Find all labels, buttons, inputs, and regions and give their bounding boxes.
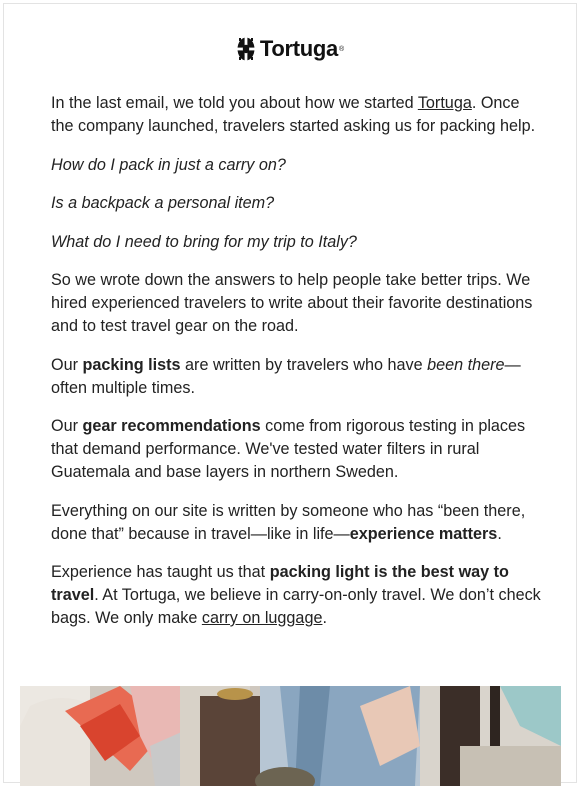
turtle-shell-icon — [236, 36, 256, 62]
trademark-symbol: ® — [338, 45, 345, 53]
tortuga-link[interactable]: Tortuga — [417, 94, 472, 112]
hero-photo-packing[interactable] — [20, 686, 561, 786]
brand-name: Tortuga — [259, 36, 338, 61]
email-body — [51, 92, 541, 646]
gear-paragraph: Our gear recommendations come from rigorous testing in places that demand performance. We've tested water filters in rural Guatemala and base layers in northern Sweden. — [51, 417, 526, 481]
answers-paragraph: So we wrote down the answers to help people take better trips. We hired experienced travelers to write about their favorite destinations and to test travel gear on the road. — [51, 271, 533, 335]
brand-logo[interactable] — [0, 36, 580, 62]
carry-on-luggage-link[interactable]: carry on luggage — [201, 609, 323, 627]
packing-lists-paragraph: Our packing lists are written by travelers who have been there—often multiple times. — [51, 355, 521, 397]
intro-paragraph: In the last email, we told you about how we started Tortuga. Once the company launched, travelers started asking us for packing help. — [51, 94, 536, 135]
question-3: What do I need to bring for my trip to Italy? — [51, 232, 357, 251]
experience-paragraph: Everything on our site is written by someone who has “been there, done that” because in travel—like in life—experience matters. — [51, 501, 526, 543]
packing-light-paragraph: Experience has taught us that packing light is the best way to travel. At Tortuga, we believe in carry-on-only travel. We don’t check bags. We only make carry on luggage. — [51, 563, 541, 627]
question-2: Is a backpack a personal item? — [51, 194, 275, 212]
packing-photo-illustration — [20, 686, 561, 786]
question-1: How do I pack in just a carry on? — [51, 155, 286, 174]
